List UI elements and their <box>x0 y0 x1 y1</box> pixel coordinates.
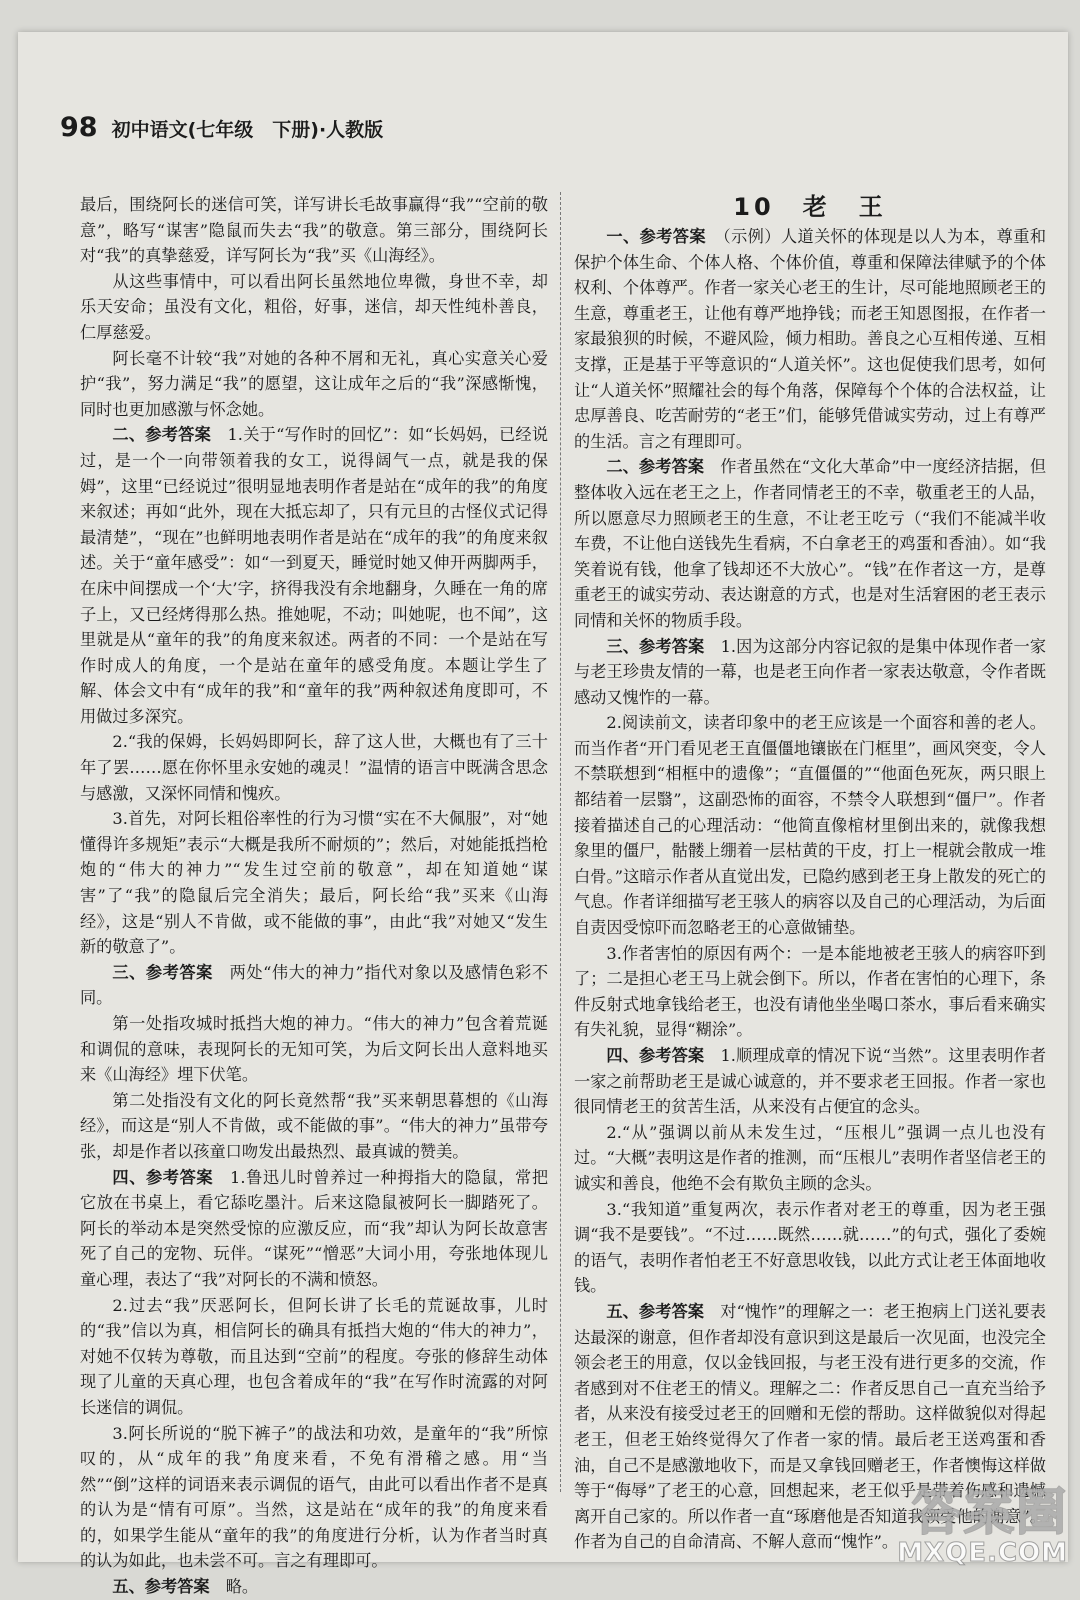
answer-text: 1.因为这部分内容记叙的是集中体现作者一家与老王珍贵友情的一幕，也是老王向作者一家表达敬意，令作者既感动又愧怍的一幕。 <box>574 636 1047 707</box>
answer-label: 二、参考答案 <box>606 457 704 477</box>
book-title: 初中语文(七年级 下册)·人教版 <box>111 119 384 141</box>
page-number: 98 <box>60 112 98 143</box>
lesson-title: 10 老 王 <box>733 193 887 221</box>
page-header <box>60 112 383 143</box>
paragraph: 3.首先，对阿长粗俗率性的行为习惯“实在不大佩服”，对“她懂得许多规矩”表示“大概是我所不耐烦的”；然后，对她能抵挡枪炮的“伟大的神力”“发生过空前的敬意”，却在知道她“谋害”了“我”的隐鼠后完全消失；最后，阿长给“我”买来《山海经》，这是“别人不肯做，或不能做的事”，由此“我”对她又“发生新的敬意了”。 <box>80 809 548 957</box>
answer-section-4 <box>574 1043 1046 1120</box>
paragraph: 3.作者害怕的原因有两个：一是本能地被老王骇人的病容吓到了；二是担心老王马上就会倒下。所以，作者在害怕的心理下，条件反射式地拿钱给老王，也没有请他坐坐喝口茶水，事后看来确实有失礼貌，显得“糊涂”。 <box>574 943 1046 1040</box>
paragraph: 第二处指没有文化的阿长竟然帮“我”买来朝思暮想的《山海经》，而这是“别人不肯做，或不能做的事”。“伟大的神力”虽带夸张，却是作者以孩童口吻发出最热烈、最真诚的赞美。 <box>80 1090 548 1161</box>
watermark-url: MXQE.COM <box>897 1538 1068 1568</box>
paragraph: 2.过去“我”厌恶阿长，但阿长讲了长毛的荒诞故事，儿时的“我”信以为真，相信阿长的确具有抵挡大炮的“伟大的神力”，对她不仅转为尊敬，而且达到“空前”的程度。夸张的修辞生动体现了儿童的天真心理，也包含着成年的“我”在写作时流露的对阿长迷信的调侃。 <box>80 1295 548 1417</box>
answer-label: 五、参考答案 <box>606 1301 704 1321</box>
answer-text: 1.顺理成章的情况下说“当然”。这里表明作者一家之前帮助老王是诚心诚意的，并不要求老王回报。作者一家也很同情老王的贫苦生活，从来没有占便宜的念头。 <box>574 1046 1047 1117</box>
answer-label: 五、参考答案 <box>112 1577 210 1597</box>
right-column <box>574 192 1046 1555</box>
answer-section-4 <box>80 1165 548 1293</box>
page <box>18 32 1068 1597</box>
watermark <box>868 1472 1068 1568</box>
paragraph: 阿长毫不计较“我”对她的各种不屑和无礼，真心实意关心爱护“我”，努力满足“我”的愿望，这让成年之后的“我”深感惭愧，同时也更加感激与怀念她。 <box>80 348 548 419</box>
answer-label: 四、参考答案 <box>606 1046 705 1065</box>
answer-text: 1.鲁迅儿时曾养过一种拇指大的隐鼠，常把它放在书桌上，看它舔吃墨汁。后来这隐鼠被阿长一脚踏死了。阿长的举动本是突然受惊的应激反应，而“我”却认为阿长故意害死了自己的宠物、玩伴。“谋死”“憎恶”大词小用，夸张地体现儿童心理，表达了“我”对阿长的不满和愤怒。 <box>80 1167 549 1289</box>
column-divider <box>560 192 561 1492</box>
answer-section-3 <box>574 634 1046 711</box>
paragraph: 2.阅读前文，读者印象中的老王应该是一个面容和善的老人。而当作者“开门看见老王直僵僵地镶嵌在门框里”，画风突变，令人不禁联想到“相框中的遗像”；“直僵僵的”“他面色死灰，两只眼上都结着一层翳”，这副恐怖的面容，不禁令人联想到“僵尸”。作者接着描述自己的心理活动：“他简直像棺材里倒出来的，就像我想象里的僵尸，骷髅上绷着一层枯黄的干皮，打上一棍就会散成一堆白骨。”这暗示作者从直觉出发，已隐约感到老王身上散发的死亡的气息。作者详细描写老王骇人的病容以及自己的心理活动，为后面自责因受惊吓而忽略老王的心意做铺垫。 <box>574 713 1046 938</box>
answer-text: （示例）人道关怀的体现是以人为本，尊重和保护个体生命、个体人格、个体价值，尊重和保障法律赋予的个体权利、个体尊严。作者一家关心老王的生计，尽可能地照顾老王的生意，尊重老王，让他有尊严地挣钱；而老王知恩图报，在作者一家最狼狈的时候，不避风险，倾力相助。善良之心互相传递、互相支撑，正是基于平等意识的“人道关怀”。这也促使我们思考，如何让“人道关怀”照耀社会的每个角落，保障每个个体的合法权益，让忠厚善良、吃苦耐劳的“老王”们，能够凭借诚实劳动，过上有尊严的生活。言之有理即可。 <box>574 227 1047 451</box>
answer-label: 三、参考答案 <box>112 962 213 982</box>
answer-text: 作者虽然在“文化大革命”中一度经济拮据，但整体收入远在老王之上，作者同情老王的不幸，敬重老王的人品，所以愿意尽力照顾老王的生意，不让老王吃亏（“我们不能减半收车费，不让他白送钱先生看病，不白拿老王的鸡蛋和香油）。如“我笑着说有钱，他拿了钱却还不大放心”。“钱”在作者这一方，是尊重老王的诚实劳动、表达谢意的方式，也是对生活窘困的老王表示同情和关怀的物质手段。 <box>574 457 1047 630</box>
paragraph: 3.阿长所说的“脱下裤子”的战法和功效，是童年的“我”所惊叹的，从“成年的我”角度来看，不免有滑稽之感。用“当然”“倒”这样的词语来表示调侃的语气，由此可以看出作者不是真的认为是“情有可原”。当然，这是站在“成年的我”的角度来看的，如果学生能从“童年的我”的角度进行分析，认为作者当时真的认为如此，也未尝不可。言之有理即可。 <box>80 1423 548 1571</box>
answer-text: 对“愧怍”的理解之一：老王抱病上门送礼要表达最深的谢意，但作者却没有意识到这是最后一次见面，也没完全领会老王的用意，仅以金钱回报，与老王没有进行更多的交流，作者感到对不住老王的情义。理解之二：作者反思自己一直充当给予者，从来没有接受过老王的回赠和无偿的帮助。这样做貌似对得起老王，但老王始终觉得欠了作者一家的情。最后老王送鸡蛋和香油，自己不是感激地收下，而是又拿钱回赠老王，作者懊悔这样做等于“侮辱”了老王的心意，回想起来，老王似乎是带着伤感和遗憾离开自己家的。所以作者一直“琢磨他是否知道我领受他的谢意”。作者为自己的自命清高、不解人意而“愧怍”。 <box>574 1301 1047 1552</box>
paragraph: 最后，围绕阿长的迷信可笑，详写讲长毛故事赢得“我”“空前的敬意”，略写“谋害”隐鼠而失去“我”的敬意。第三部分，围绕阿长对“我”的真挚慈爱，详写阿长为“我”买《山海经》。 <box>80 195 548 266</box>
paragraph: 2.“我的保姆，长妈妈即阿长，辞了这人世，大概也有了三十年了罢……愿在你怀里永安她的魂灵！”温情的语言中既满含思念与感激，又深怀同情和愧疚。 <box>80 732 548 803</box>
answer-label: 四、参考答案 <box>112 1167 214 1187</box>
answer-label: 二、参考答案 <box>112 425 212 445</box>
paragraph: 2.“从”强调以前从未发生过，“压根儿”强调一点儿也没有过。“大概”表明这是作者的推测，而“压根儿”表明作者坚信老王的诚实和善良，他绝不会有欺负主顾的念头。 <box>574 1122 1046 1193</box>
paragraph: 从这些事情中，可以看出阿长虽然地位卑微，身世不幸，却乐天安命；虽没有文化，粗俗，好事，迷信，却天性纯朴善良，仁厚慈爱。 <box>80 271 548 342</box>
answer-section-1 <box>574 224 1046 454</box>
answer-text: 两处“伟大的神力”指代对象以及感情色彩不同。 <box>80 962 549 1008</box>
answer-section-2 <box>80 422 548 729</box>
answer-label: 三、参考答案 <box>606 636 705 656</box>
answer-section-3 <box>80 960 548 1011</box>
answer-section-5 <box>80 1574 548 1600</box>
answer-text: 略。 <box>225 1577 259 1597</box>
answer-section-2 <box>574 454 1046 633</box>
left-column <box>80 192 548 1600</box>
answer-label: 一、参考答案 <box>606 227 706 246</box>
answer-text: 1.关于“写作时的回忆”：如“长妈妈，已经说过，是一个一向带领着我的女工，说得阔气一点，就是我的保姆”，这里“已经说过”很明显地表明作者是站在“成年的我”的角度来叙述；再如“此外，现在大抵忘却了，只有元旦的古怪仪式记得最清楚”，“现在”也鲜明地表明作者是站在“成年的我”的角度来叙述。关于“童年感受”：如“一到夏天，睡觉时她又伸开两脚两手，在床中间摆成一个‘大’字，挤得我没有余地翻身，久睡在一角的席子上，又已经烤得那么热。推她呢，不动；叫她呢，也不闻”，这里就是从“童年的我”的角度来叙述。两者的不同：一个是站在写作时成人的角度，一个是站在童年的感受角度。本题让学生了解、体会文中有“成年的我”和“童年的我”两种叙述角度即可，不用做过多深究。 <box>80 425 549 726</box>
paragraph: 3.“我知道”重复两次，表示作者对老王的尊重，因为老王强调“我不是要钱”。“不过……既然……就……”的句式，强化了委婉的语气，表明作者怕老王不好意思收钱，以此方式让老王体面地收钱。 <box>574 1199 1046 1296</box>
watermark-logo: 答案圈 <box>912 1483 1068 1541</box>
paragraph: 第一处指攻城时抵挡大炮的神力。“伟大的神力”包含着荒诞和调侃的意味，表现阿长的无知可笑，为后文阿长出人意料地买来《山海经》埋下伏笔。 <box>80 1014 548 1085</box>
